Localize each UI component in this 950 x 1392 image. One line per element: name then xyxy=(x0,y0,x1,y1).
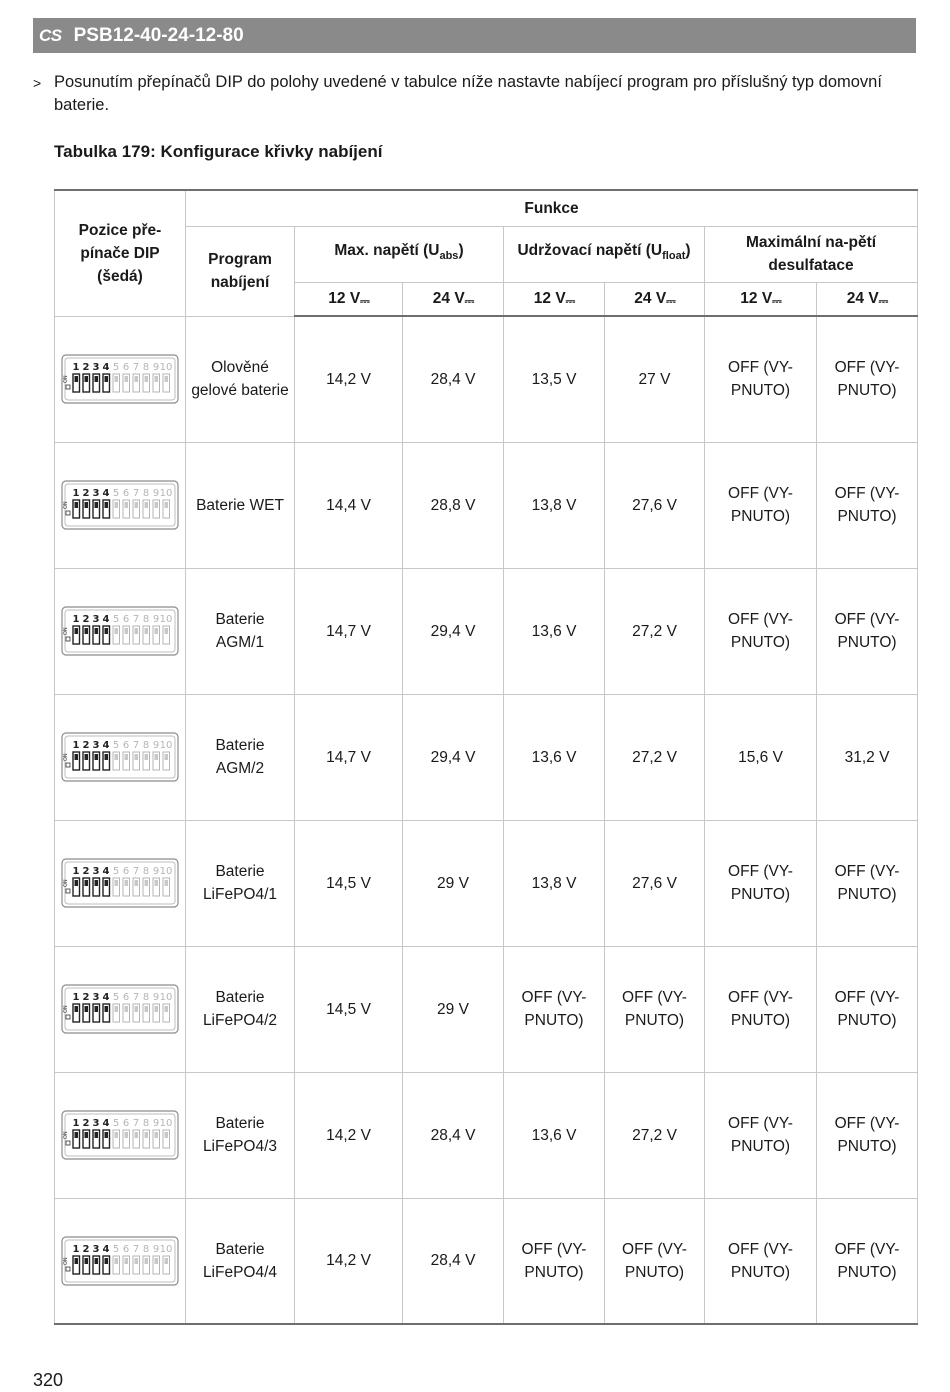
svg-text:8: 8 xyxy=(142,362,150,373)
desulf-24v-cell: OFF (VY-PNUTO) xyxy=(817,442,918,568)
svg-text:4: 4 xyxy=(102,866,110,877)
svg-text:10: 10 xyxy=(159,866,173,877)
desulf-24v-cell: OFF (VY-PNUTO) xyxy=(817,316,918,442)
svg-text:2: 2 xyxy=(82,866,90,877)
svg-text:7: 7 xyxy=(132,740,140,751)
table-row xyxy=(55,1198,918,1324)
abs-24v-cell: 28,4 V xyxy=(403,1198,504,1324)
svg-text:8: 8 xyxy=(142,992,150,1003)
svg-text:10: 10 xyxy=(159,992,173,1003)
svg-text:4: 4 xyxy=(102,992,110,1003)
desulf-12v-cell: OFF (VY-PNUTO) xyxy=(705,316,817,442)
svg-text:3: 3 xyxy=(92,866,100,877)
svg-text:2: 2 xyxy=(82,488,90,499)
dip-cell xyxy=(55,1198,186,1324)
svg-text:2: 2 xyxy=(82,1118,90,1129)
svg-text:3: 3 xyxy=(92,992,100,1003)
svg-text:ON: ON xyxy=(63,1257,69,1265)
table-row xyxy=(55,442,918,568)
svg-text:9: 9 xyxy=(152,1243,160,1255)
svg-text:6: 6 xyxy=(122,866,130,877)
bullet-marker: > xyxy=(33,75,42,91)
abs-12v-cell: 14,7 V xyxy=(295,568,403,694)
program-cell: Olověné gelové baterie xyxy=(186,316,295,442)
header-24v: 24 V⎓ xyxy=(403,282,504,316)
svg-text:4: 4 xyxy=(102,740,110,751)
svg-text:1: 1 xyxy=(72,362,80,373)
program-cell: Baterie AGM/1 xyxy=(186,568,295,694)
svg-text:4: 4 xyxy=(102,1118,110,1129)
svg-text:6: 6 xyxy=(122,992,130,1003)
dip-switch-diagram xyxy=(59,1236,181,1286)
float-24v-cell: OFF (VY-PNUTO) xyxy=(605,1198,705,1324)
table-row xyxy=(55,1072,918,1198)
desulf-24v-cell: OFF (VY-PNUTO) xyxy=(817,1198,918,1324)
header-max-voltage: Max. napětí $(U_{abs})$ xyxy=(295,226,504,282)
dip-cell xyxy=(55,568,186,694)
dip-switch-icon xyxy=(61,606,179,656)
svg-text:2: 2 xyxy=(82,614,90,625)
svg-text:4: 4 xyxy=(102,488,110,499)
svg-text:ON: ON xyxy=(63,501,69,509)
svg-text:9: 9 xyxy=(152,740,160,751)
program-cell: Baterie LiFePO4/3 xyxy=(186,1072,295,1198)
dip-switch-icon xyxy=(61,1236,179,1286)
svg-text:1: 1 xyxy=(72,992,80,1003)
svg-text:ON: ON xyxy=(63,627,69,635)
desulf-24v-cell: OFF (VY-PNUTO) xyxy=(817,946,918,1072)
header-desulfation: Maximální na-pětí desulfatace xyxy=(705,226,918,282)
dip-switch-diagram xyxy=(59,1110,181,1160)
abs-24v-cell: 29 V xyxy=(403,946,504,1072)
svg-text:8: 8 xyxy=(142,866,150,877)
program-cell: Baterie WET xyxy=(186,442,295,568)
header-12v: 12 V⎓ xyxy=(295,282,403,316)
svg-text:10: 10 xyxy=(159,488,173,499)
svg-text:7: 7 xyxy=(132,1243,140,1255)
dip-cell xyxy=(55,820,186,946)
dip-switch-diagram xyxy=(59,354,181,404)
dip-switch-diagram xyxy=(59,480,181,530)
svg-text:5: 5 xyxy=(112,740,120,751)
svg-text:6: 6 xyxy=(122,1243,130,1255)
abs-24v-cell: 28,4 V xyxy=(403,1072,504,1198)
svg-text:6: 6 xyxy=(122,614,130,625)
abs-24v-cell: 29 V xyxy=(403,820,504,946)
float-24v-cell: 27,6 V xyxy=(605,442,705,568)
charging-curve-table xyxy=(54,189,918,1325)
svg-text:10: 10 xyxy=(159,614,173,625)
desulf-24v-cell: 31,2 V xyxy=(817,694,918,820)
svg-text:1: 1 xyxy=(72,1243,80,1255)
svg-text:10: 10 xyxy=(159,1118,173,1129)
table-row xyxy=(55,316,918,442)
svg-text:2: 2 xyxy=(82,362,90,373)
svg-text:2: 2 xyxy=(82,992,90,1003)
svg-text:8: 8 xyxy=(142,1243,150,1255)
language-code: CS xyxy=(39,25,62,45)
table-row xyxy=(55,820,918,946)
dip-cell xyxy=(55,316,186,442)
table-row xyxy=(55,568,918,694)
float-12v-cell: 13,5 V xyxy=(504,316,605,442)
dip-cell xyxy=(55,1072,186,1198)
svg-text:6: 6 xyxy=(122,740,130,751)
svg-text:7: 7 xyxy=(132,488,140,499)
float-12v-cell: OFF (VY-PNUTO) xyxy=(504,946,605,1072)
page-number: 320 xyxy=(33,1370,64,1390)
header-12v: 12 V⎓ xyxy=(504,282,605,316)
svg-text:5: 5 xyxy=(112,614,120,625)
abs-24v-cell: 29,4 V xyxy=(403,568,504,694)
svg-text:5: 5 xyxy=(112,1118,120,1129)
desulf-12v-cell: OFF (VY-PNUTO) xyxy=(705,820,817,946)
svg-text:9: 9 xyxy=(152,866,160,877)
svg-text:5: 5 xyxy=(112,1243,120,1255)
float-12v-cell: 13,8 V xyxy=(504,442,605,568)
svg-text:5: 5 xyxy=(112,488,120,499)
header-functions: Funkce xyxy=(186,190,918,226)
dip-cell xyxy=(55,946,186,1072)
svg-text:6: 6 xyxy=(122,488,130,499)
svg-text:7: 7 xyxy=(132,866,140,877)
dip-switch-diagram xyxy=(59,858,181,908)
svg-text:7: 7 xyxy=(132,1118,140,1129)
svg-text:3: 3 xyxy=(92,614,100,625)
table-row xyxy=(55,946,918,1072)
header-24v: 24 V⎓ xyxy=(817,282,918,316)
desulf-12v-cell: OFF (VY-PNUTO) xyxy=(705,946,817,1072)
float-24v-cell: 27,2 V xyxy=(605,568,705,694)
svg-text:9: 9 xyxy=(152,992,160,1003)
desulf-12v-cell: 15,6 V xyxy=(705,694,817,820)
instruction-paragraph xyxy=(33,71,918,117)
svg-text:7: 7 xyxy=(132,992,140,1003)
svg-text:10: 10 xyxy=(159,362,173,373)
svg-text:4: 4 xyxy=(102,614,110,625)
float-24v-cell: 27,6 V xyxy=(605,820,705,946)
dip-cell xyxy=(55,442,186,568)
svg-text:ON: ON xyxy=(63,1005,69,1013)
svg-text:8: 8 xyxy=(142,614,150,625)
svg-text:8: 8 xyxy=(142,488,150,499)
svg-text:5: 5 xyxy=(112,362,120,373)
svg-text:ON: ON xyxy=(63,879,69,887)
svg-text:6: 6 xyxy=(122,362,130,373)
svg-text:ON: ON xyxy=(63,1131,69,1139)
abs-12v-cell: 14,2 V xyxy=(295,1198,403,1324)
desulf-24v-cell: OFF (VY-PNUTO) xyxy=(817,568,918,694)
svg-text:7: 7 xyxy=(132,614,140,625)
dip-switch-icon xyxy=(61,858,179,908)
svg-text:9: 9 xyxy=(152,362,160,373)
header-dip-position: Pozice pře-pínače DIP (šedá) xyxy=(55,190,186,316)
svg-text:9: 9 xyxy=(152,488,160,499)
svg-text:ON: ON xyxy=(63,753,69,761)
table-caption: Tabulka 179: Konfigurace křivky nabíjení xyxy=(54,142,383,161)
svg-text:3: 3 xyxy=(92,362,100,373)
desulf-12v-cell: OFF (VY-PNUTO) xyxy=(705,442,817,568)
header-24v: 24 V⎓ xyxy=(605,282,705,316)
float-24v-cell: 27,2 V xyxy=(605,694,705,820)
float-12v-cell: 13,6 V xyxy=(504,1072,605,1198)
float-24v-cell: OFF (VY-PNUTO) xyxy=(605,946,705,1072)
svg-text:2: 2 xyxy=(82,1243,90,1255)
svg-text:5: 5 xyxy=(112,992,120,1003)
svg-text:8: 8 xyxy=(142,740,150,751)
dip-switch-icon xyxy=(61,984,179,1034)
svg-text:4: 4 xyxy=(102,362,110,373)
svg-text:1: 1 xyxy=(72,614,80,625)
float-12v-cell: 13,6 V xyxy=(504,694,605,820)
float-12v-cell: 13,8 V xyxy=(504,820,605,946)
abs-24v-cell: 29,4 V xyxy=(403,694,504,820)
svg-text:9: 9 xyxy=(152,1118,160,1129)
svg-text:6: 6 xyxy=(122,1118,130,1129)
svg-text:10: 10 xyxy=(159,1243,173,1255)
program-cell: Baterie LiFePO4/2 xyxy=(186,946,295,1072)
dip-switch-diagram xyxy=(59,732,181,782)
program-cell: Baterie LiFePO4/4 xyxy=(186,1198,295,1324)
svg-text:5: 5 xyxy=(112,866,120,877)
header-program: Program nabíjení xyxy=(186,226,295,316)
abs-12v-cell: 14,5 V xyxy=(295,946,403,1072)
svg-text:1: 1 xyxy=(72,866,80,877)
table-row xyxy=(55,694,918,820)
abs-12v-cell: 14,2 V xyxy=(295,316,403,442)
float-24v-cell: 27,2 V xyxy=(605,1072,705,1198)
dip-switch-icon xyxy=(61,480,179,530)
dip-switch-diagram xyxy=(59,606,181,656)
dip-switch-icon xyxy=(61,354,179,404)
header-float-voltage: Udržovací napětí $(U_{float})$ xyxy=(504,226,705,282)
abs-12v-cell: 14,5 V xyxy=(295,820,403,946)
float-24v-cell: 27 V xyxy=(605,316,705,442)
float-12v-cell: 13,6 V xyxy=(504,568,605,694)
dip-switch-icon xyxy=(61,732,179,782)
svg-text:1: 1 xyxy=(72,1118,80,1129)
model-title: PSB12-40-24-12-80 xyxy=(73,24,244,46)
desulf-12v-cell: OFF (VY-PNUTO) xyxy=(705,568,817,694)
program-cell: Baterie AGM/2 xyxy=(186,694,295,820)
svg-text:3: 3 xyxy=(92,1118,100,1129)
svg-text:7: 7 xyxy=(132,362,140,373)
dip-cell xyxy=(55,694,186,820)
document-header xyxy=(33,18,916,53)
dip-switch-diagram xyxy=(59,984,181,1034)
instruction-text: Posunutím přepínačů DIP do polohy uvedené v tabulce níže nastavte nabíjecí program pro příslušný typ domovní baterie. xyxy=(54,73,882,114)
abs-12v-cell: 14,4 V xyxy=(295,442,403,568)
svg-text:3: 3 xyxy=(92,1243,100,1255)
desulf-12v-cell: OFF (VY-PNUTO) xyxy=(705,1198,817,1324)
abs-12v-cell: 14,7 V xyxy=(295,694,403,820)
svg-text:10: 10 xyxy=(159,740,173,751)
desulf-24v-cell: OFF (VY-PNUTO) xyxy=(817,820,918,946)
desulf-12v-cell: OFF (VY-PNUTO) xyxy=(705,1072,817,1198)
svg-text:2: 2 xyxy=(82,740,90,751)
program-cell: Baterie LiFePO4/1 xyxy=(186,820,295,946)
svg-text:3: 3 xyxy=(92,488,100,499)
abs-24v-cell: 28,8 V xyxy=(403,442,504,568)
header-12v: 12 V⎓ xyxy=(705,282,817,316)
dip-switch-icon xyxy=(61,1110,179,1160)
abs-12v-cell: 14,2 V xyxy=(295,1072,403,1198)
svg-text:3: 3 xyxy=(92,740,100,751)
desulf-24v-cell: OFF (VY-PNUTO) xyxy=(817,1072,918,1198)
svg-text:8: 8 xyxy=(142,1118,150,1129)
svg-text:1: 1 xyxy=(72,488,80,499)
svg-text:ON: ON xyxy=(63,375,69,383)
svg-text:1: 1 xyxy=(72,740,80,751)
svg-text:9: 9 xyxy=(152,614,160,625)
abs-24v-cell: 28,4 V xyxy=(403,316,504,442)
float-12v-cell: OFF (VY-PNUTO) xyxy=(504,1198,605,1324)
svg-text:4: 4 xyxy=(102,1243,110,1255)
